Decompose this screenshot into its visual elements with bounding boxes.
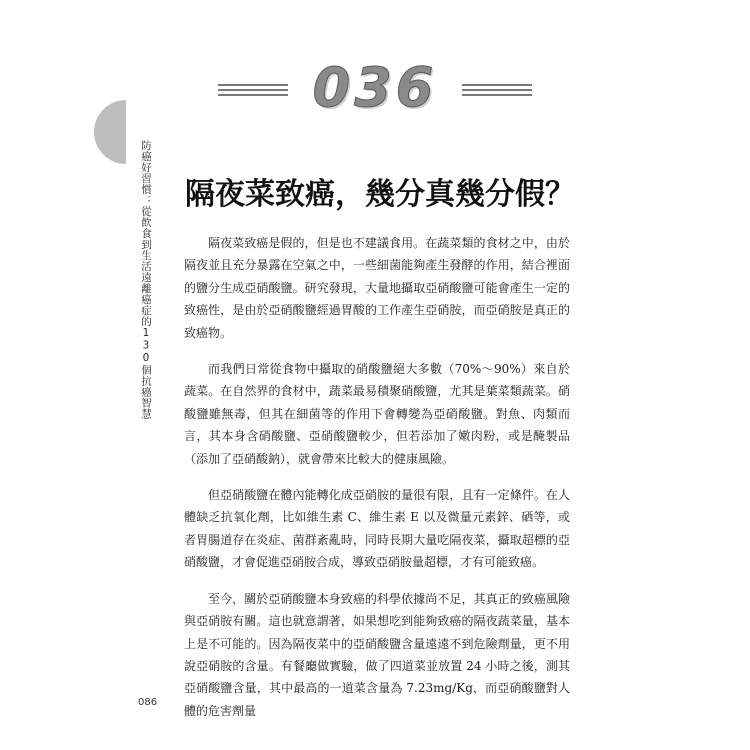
article-title: 隔夜菜致癌，幾分真幾分假？ [185,177,575,213]
decorative-lines-left [218,84,288,96]
half-circle-shape [94,100,126,164]
paragraph: 而我們日常從食物中攝取的硝酸鹽絕大多數（70%～90%）來自於蔬菜。在自然界的食材中，蔬菜最易積聚硝酸鹽，尤其是葉菜類蔬菜。硝酸鹽雖無毒，但其在細菌等的作用下會轉變為亞硝酸鹽。對魚、肉類而言，其本身含硝酸鹽、亞硝酸鹽較少，但若添加了嫩肉粉，或是醃製品（添加了亞硝酸鈉），就會帶來比較大的健康風險。 [184,362,570,466]
chapter-number: 036 [312,56,438,119]
chapter-tab-marker [94,100,126,164]
decorative-lines-right [462,84,532,96]
paragraph: 隔夜菜致癌是假的，但是也不建議食用。在蔬菜類的食材之中，由於隔夜並且充分暴露在空氣之中，一些細菌能夠產生發酵的作用，結合裡面的鹽分生成亞硝酸鹽。研究發現，大量地攝取亞硝酸鹽可能會產生一定的致癌性，是由於亞硝酸鹽經過胃酸的工作產生亞硝胺，而亞硝胺是真正的致癌物。 [184,236,570,340]
paragraph: 至今，關於亞硝酸鹽本身致癌的科學依據尚不足，其真正的致癌風險與亞硝胺有關。這也就意謂著，如果想吃到能夠致癌的隔夜蔬菜量，基本上是不可能的。因為隔夜菜中的亞硝酸鹽含量遠遠不到危險劑量，更不用說亞硝胺的含量。有餐廳做實驗，做了四道菜並放置 24 小時之後，測其亞硝酸鹽含量，其中最高的一道菜含量為 7.23mg/Kg，而亞硝酸鹽對人體的危害劑量 [184,591,570,718]
article-body [184,232,570,736]
page-number: 086 [138,697,158,708]
paragraph: 但亞硝酸鹽在體內能轉化成亞硝胺的量很有限，且有一定條件。在人體缺乏抗氧化劑，比如維生素 C、維生素 E 以及微量元素鋅、硒等，或者胃腸道存在炎症、菌群紊亂時，同時長期大量吃隔夜菜，攝取超標的亞硝酸鹽，才會促進亞硝胺合成，導致亞硝胺量超標，才有可能致癌。 [184,488,570,570]
book-title-vertical: 防癌好習慣：從飲食到生活遠離癌症的130個抗癌智慧 [140,140,152,420]
chapter-header [210,56,540,120]
